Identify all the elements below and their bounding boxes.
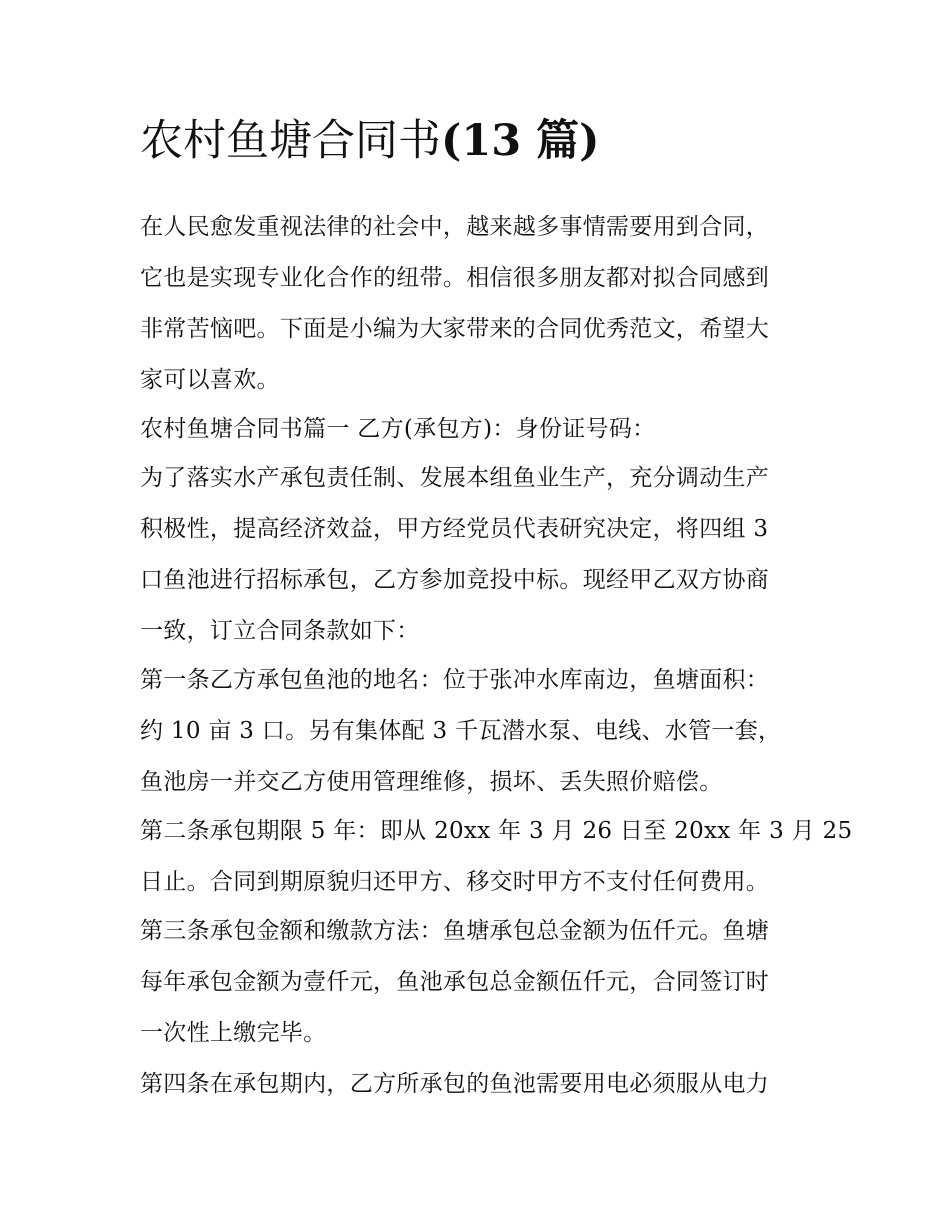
paragraph-line: 第四条在承包期内，乙方所承包的鱼池需要用电必须服从电力 <box>140 1071 770 1097</box>
title-main: 农村鱼塘合同书 <box>140 116 441 166</box>
paragraph-line: 家可以喜欢。 <box>140 367 280 393</box>
title-count: (13 篇) <box>441 116 600 166</box>
paragraph-line: 非常苦恼吧。下面是小编为大家带来的合同优秀范文，希望大 <box>140 316 770 342</box>
paragraph-line: 日止。合同到期原貌归还甲方、移交时甲方不支付任何费用。 <box>140 869 770 895</box>
paragraph-line: 第二条承包期限 5 年：即从 20xx 年 3 月 26 日至 20xx 年 3 月 25 <box>140 818 853 844</box>
paragraph-line: 每年承包金额为壹仟元，鱼池承包总金额伍仟元，合同签订时 <box>140 969 770 995</box>
paragraph-line: 在人民愈发重视法律的社会中，越来越多事情需要用到合同， <box>140 214 770 240</box>
paragraph-line: 一次性上缴完毕。 <box>140 1020 327 1046</box>
paragraph-line: 口鱼池进行招标承包，乙方参加竞投中标。现经甲乙双方协商 <box>140 567 770 593</box>
paragraph-line: 它也是实现专业化合作的纽带。相信很多朋友都对拟合同感到 <box>140 265 770 291</box>
paragraph-line: 一致，订立合同条款如下： <box>140 618 420 644</box>
paragraph-line: 为了落实水产承包责任制、发展本组鱼业生产，充分调动生产 <box>140 465 770 491</box>
paragraph-line: 鱼池房一并交乙方使用管理维修，损坏、丢失照价赔偿。 <box>140 769 723 795</box>
paragraph-line: 第三条承包金额和缴款方法：鱼塘承包总金额为伍仟元。鱼塘 <box>140 918 770 944</box>
document-body <box>140 202 853 1110</box>
paragraph-line: 第一条乙方承包鱼池的地名：位于张冲水库南边，鱼塘面积： <box>140 667 770 693</box>
document-title <box>140 116 600 168</box>
paragraph-line: 农村鱼塘合同书篇一 乙方(承包方)：身份证号码： <box>140 416 656 442</box>
paragraph-line: 约 10 亩 3 口。另有集体配 3 千瓦潜水泵、电线、水管一套， <box>140 718 782 744</box>
paragraph-line: 积极性，提高经济效益，甲方经党员代表研究决定，将四组 3 <box>140 516 769 542</box>
